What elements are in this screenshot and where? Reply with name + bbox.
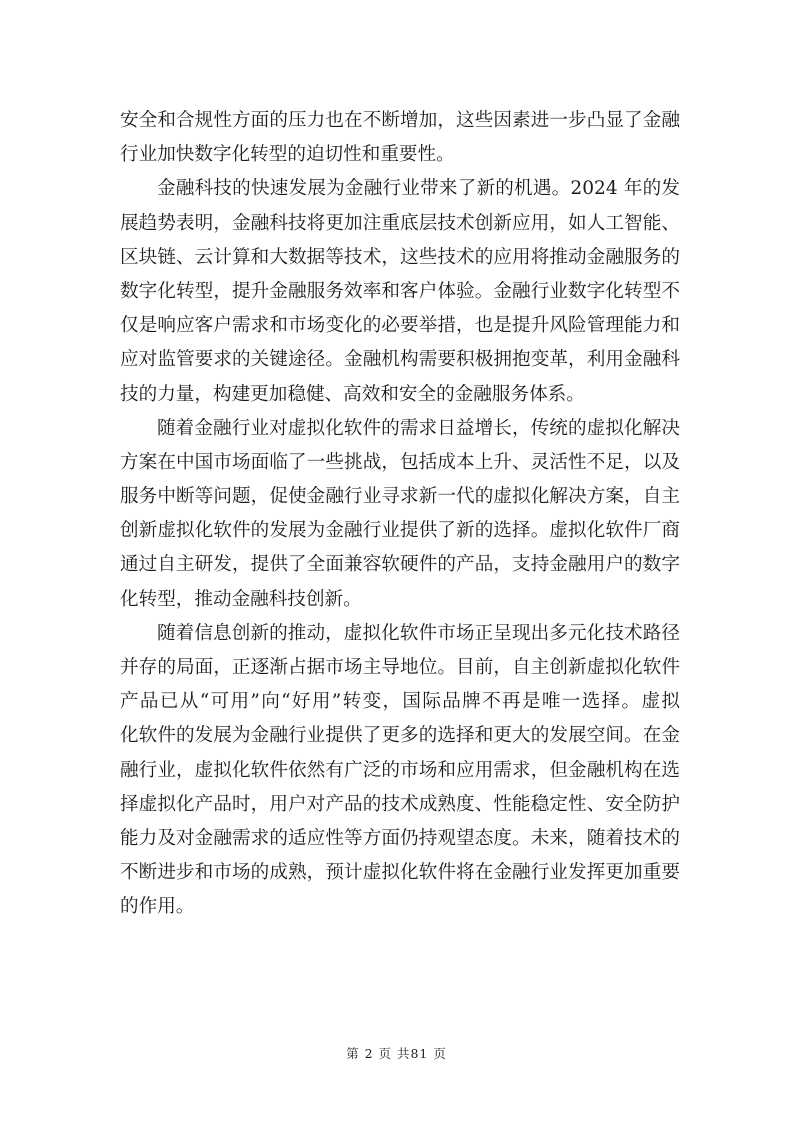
paragraph-1: [120, 104, 680, 172]
text-line: 创新虚拟化软件的发展为金融行业提供了新的选择。虚拟化软件厂商: [120, 520, 680, 542]
text-line: 并存的局面，正逐渐占据市场主导地位。目前，自主创新虚拟化软件: [120, 657, 680, 678]
paragraph-2: [120, 172, 680, 411]
text-line: 化转型，推动金融科技创新。: [120, 588, 362, 610]
text-line: 方案在中国市场面临了一些挑战，包括成本上升、灵活性不足，以及: [120, 451, 680, 473]
text-line: 随着信息创新的推动，虚拟化软件市场正呈现出多元化技术路径: [157, 622, 680, 644]
text-line: 技的力量，构建更加稳健、高效和安全的金融服务体系。: [120, 383, 585, 405]
text-line: 数字化转型，提升金融服务效率和客户体验。金融行业数字化转型不: [120, 280, 680, 302]
page-number-label: 第 2 页 共81 页: [346, 1046, 447, 1061]
text-line: 区块链、云计算和大数据等技术，这些技术的应用将推动金融服务的: [120, 246, 680, 268]
text-line: 通过自主研发，提供了全面兼容软硬件的产品，支持金融用户的数字: [120, 554, 680, 576]
text-line: 产品已从“可用”向“好用”转变，国际品牌不再是唯一选择。虚拟: [120, 691, 680, 713]
text-line: 能力及对金融需求的适应性等方面仍持观望态度。未来，随着技术的: [120, 827, 680, 849]
text-line: 随着金融行业对虚拟化软件的需求日益增长，传统的虚拟化解决: [157, 417, 680, 439]
paragraph-4: [120, 617, 680, 925]
text-line: 服务中断等问题，促使金融行业寻求新一代的虚拟化解决方案，自主: [120, 486, 680, 508]
text-line: 安全和合规性方面的压力也在不断增加，这些因素进一步凸显了金融: [120, 110, 680, 131]
text-line: 金融科技的快速发展为金融行业带来了新的机遇。2024 年的发: [157, 178, 680, 200]
body-text: [120, 104, 680, 925]
paragraph-3: [120, 412, 680, 617]
text-line: 融行业，虚拟化软件依然有广泛的市场和应用需求，但金融机构在选: [120, 759, 680, 781]
text-line: 仅是响应客户需求和市场变化的必要举措，也是提升风险管理能力和: [120, 315, 680, 337]
text-line: 展趋势表明，金融科技将更加注重底层技术创新应用，如人工智能、: [120, 212, 680, 234]
page-number-footer: [0, 1044, 793, 1062]
text-line: 行业加快数字化转型的迫切性和重要性。: [120, 144, 455, 166]
text-line: 不断进步和市场的成熟，预计虚拟化软件将在金融行业发挥更加重要: [120, 862, 680, 884]
text-line: 择虚拟化产品时，用户对产品的技术成熟度、性能稳定性、安全防护: [120, 793, 680, 815]
text-line: 化软件的发展为金融行业提供了更多的选择和更大的发展空间。在金: [120, 725, 680, 747]
text-line: 应对监管要求的关键途径。金融机构需要积极拥抱变革，利用金融科: [120, 349, 680, 371]
text-line: 的作用。: [120, 896, 195, 918]
